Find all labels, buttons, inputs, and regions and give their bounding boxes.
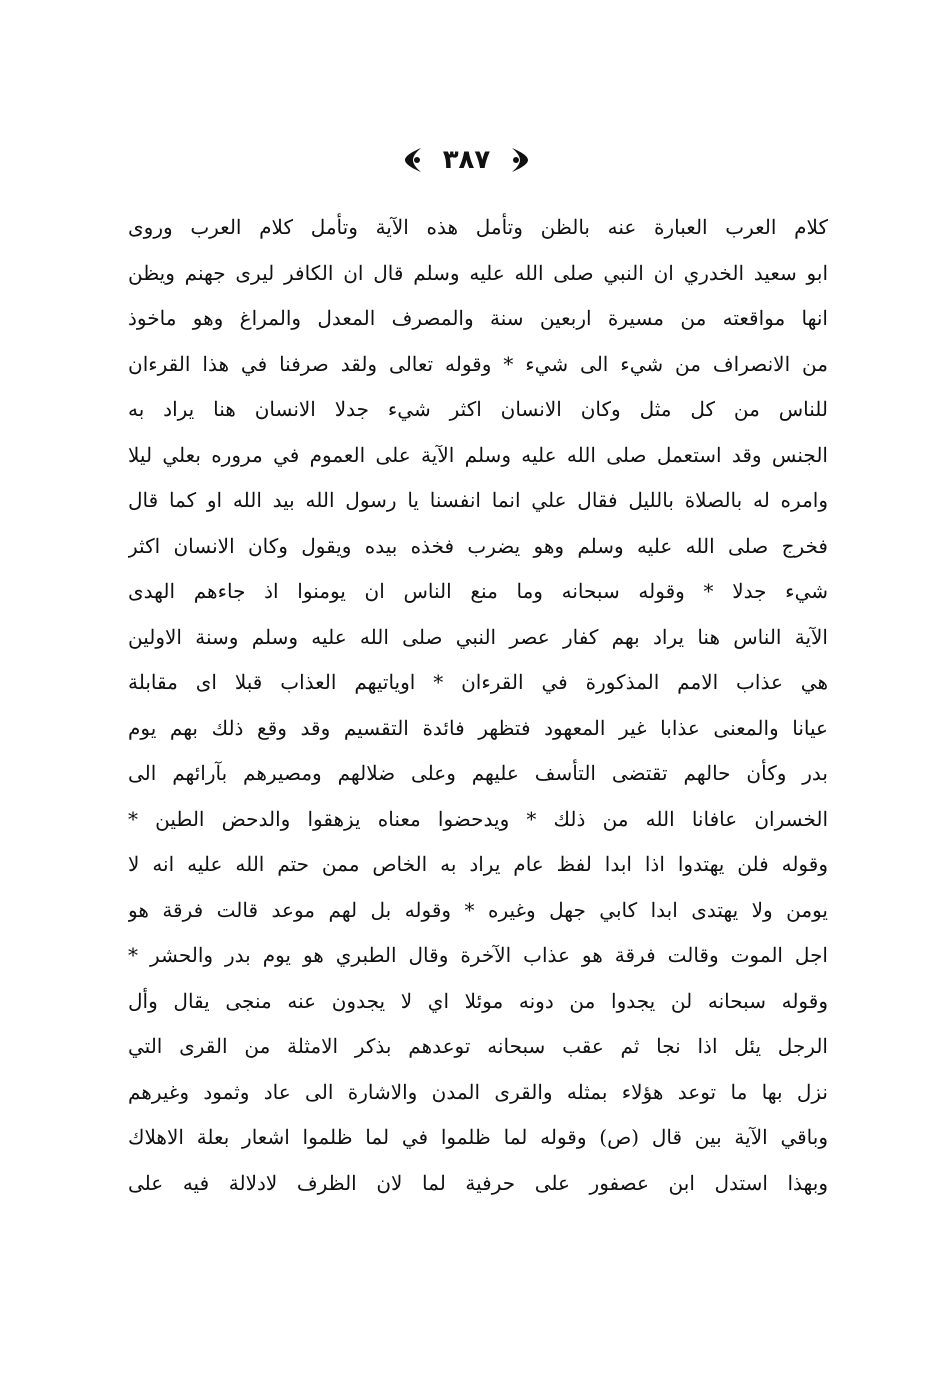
- text-line: كلام العرب العبارة عنه بالظن وتأمل هذه الآية وتأمل كلام العرب وروى: [128, 215, 828, 239]
- ornament-icon: [508, 145, 532, 175]
- text-line: نزل بها ما توعد هؤلاء بمثله والقرى المدن والاشارة الى عاد وثمود وغيرهم: [128, 1079, 828, 1104]
- page-header: [0, 138, 933, 182]
- ornament-icon: [401, 145, 425, 175]
- text-line: الخسران عافانا الله من ذلك * ويدحضوا معناه يزهقوا والدحض الطين *: [128, 806, 828, 831]
- text-line: الجنس وقد استعمل صلى الله عليه وسلم الآية على العموم في مروره بعلي ليلا: [128, 442, 828, 467]
- text-line: عيانا والمعنى عذابا غير المعهود فتظهر فائدة التقسيم وقد وقع ذلك بهم يوم: [128, 715, 828, 740]
- text-line: ابو سعيد الخدري ان النبي صلى الله عليه وسلم قال ان الكافر ليرى جهنم ويظن: [128, 260, 828, 285]
- body-text: [128, 205, 828, 1206]
- text-line: اجل الموت وقالت فرقة هو عذاب الآخرة وقال الطبري هو يوم بدر والحشر *: [128, 943, 828, 967]
- text-line: فخرج صلى الله عليه وسلم وهو يضرب فخذه بيده ويقول وكان الانسان اكثر: [128, 533, 828, 558]
- text-line: يومن ولا يهتدى ابدا كابي جهل وغيره * وقوله بل لهم موعد قالت فرقة هو: [128, 897, 828, 922]
- text-line: وقوله سبحانه لن يجدوا من دونه موئلا اي لا يجدون عنه منجى يقال وأل: [128, 988, 828, 1013]
- text-line: وبهذا استدل ابن عصفور على حرفية لما لان الظرف لادلالة فيه على: [128, 1170, 828, 1195]
- text-line: للناس من كل مثل وكان الانسان اكثر شيء جدلا الانسان هنا يراد به: [128, 397, 828, 421]
- text-line: بدر وكأن حالهم تقتضى التأسف عليهم وعلى ضلالهم ومصيرهم بآرائهم الى: [128, 761, 828, 785]
- text-line: شيء جدلا * وقوله سبحانه وما منع الناس ان يومنوا اذ جاءهم الهدى: [128, 579, 828, 603]
- text-line: وامره له بالصلاة بالليل فقال علي انما انفسنا يا رسول الله بيد الله او كما قال: [128, 488, 828, 512]
- text-line: انها مواقعته من مسيرة اربعين سنة والمصرف المعدل والمراغ وهو ماخوذ: [128, 306, 828, 330]
- text-line: وباقي الآية بين قال (ص) وقوله لما ظلموا في لما ظلموا اشعار بعلة الاهلاك: [128, 1125, 828, 1149]
- text-line: من الانصراف من شيء الى شيء * وقوله تعالى ولقد صرفنا في هذا القرءان: [128, 351, 828, 376]
- text-line: وقوله فلن يهتدوا اذا ابدا لفظ عام يراد به الخاص ممن حتم الله عليه انه لا: [128, 852, 828, 876]
- text-line: الرجل يئل اذا نجا ثم عقب سبحانه توعدهم بذكر الامثلة من القرى التي: [128, 1034, 828, 1058]
- page-number: ٣٨٧: [442, 145, 491, 175]
- text-line: هي عذاب الامم المذكورة في القرءان * اوياتيهم العذاب قبلا اى مقابلة: [128, 670, 828, 694]
- text-line: الآية الناس هنا يراد بهم كفار عصر النبي صلى الله عليه وسلم وسنة الاولين: [128, 624, 828, 649]
